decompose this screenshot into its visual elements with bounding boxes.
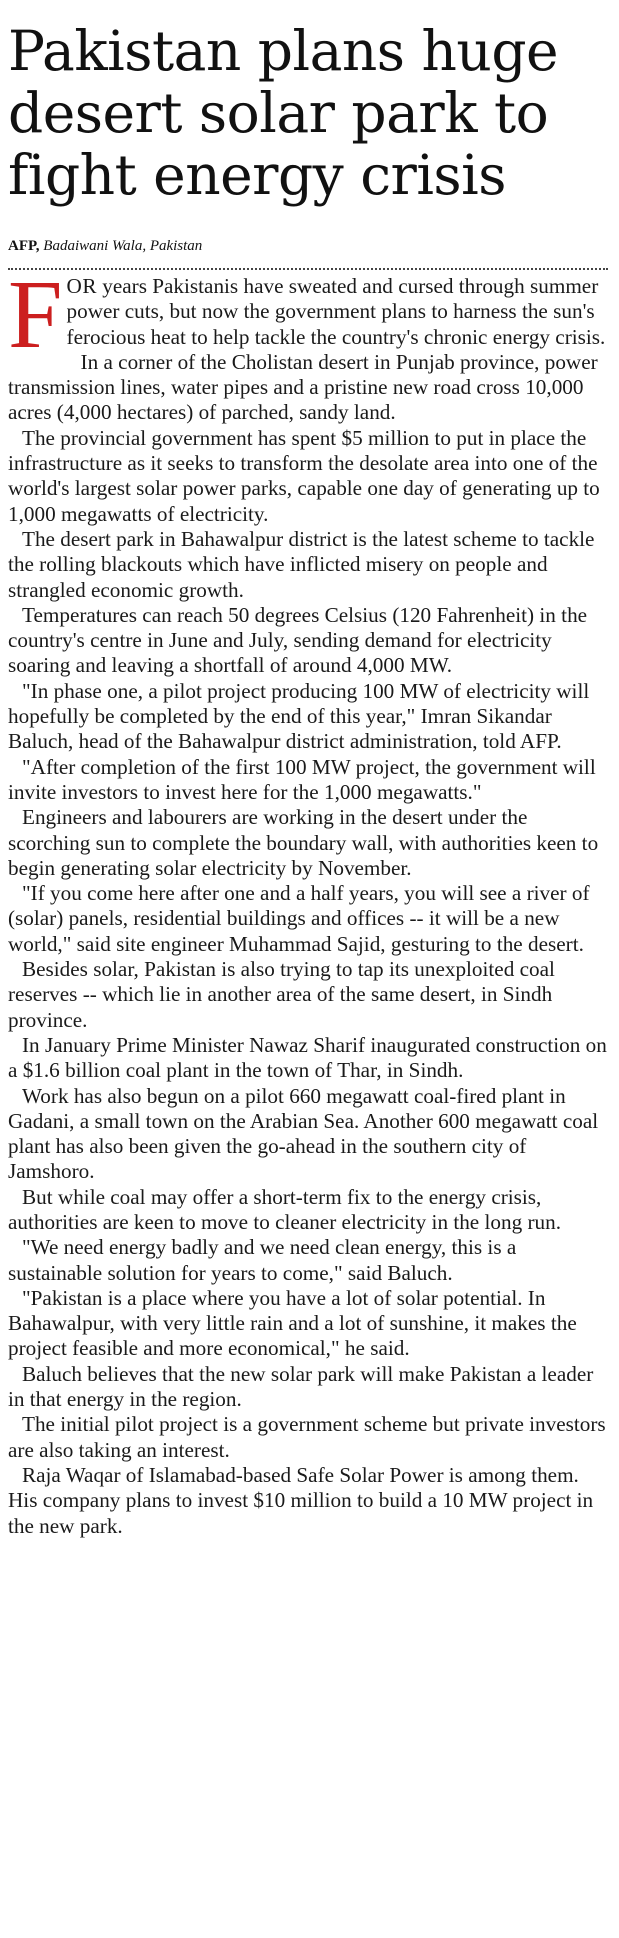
- paragraph: The provincial government has spent $5 million to put in place the infrastructure as it seeks to transform the desolate area into one of the world's largest solar power parks, capable one day of generating up to 1,000 megawatts of electricity.: [8, 425, 600, 526]
- paragraph: Besides solar, Pakistan is also trying to tap its unexploited coal reserves -- which lie in another area of the same desert, in Sindh province.: [8, 957, 555, 1032]
- lead-text: years Pakistanis have sweated and cursed through summer power cuts, but now the government plans to harness the sun's ferocious heat to help tackle the country's chronic energy crisis.: [66, 274, 606, 349]
- paragraph: Work has also begun on a pilot 660 megawatt coal-fired plant in Gadani, a small town on the Arabian Sea. Another 600 megawatt coal plant has also been given the go-ahead in the southern city of Jamshoro.: [8, 1083, 599, 1184]
- paragraph: Raja Waqar of Islamabad-based Safe Solar Power is among them. His company plans to invest $10 million to build a 10 MW project in the new park.: [8, 1462, 594, 1538]
- paragraph: But while coal may offer a short-term fix to the energy crisis, authorities are keen to move to cleaner electricity in the long run.: [8, 1184, 562, 1234]
- dotted-divider: [8, 268, 608, 270]
- paragraph: In January Prime Minister Nawaz Sharif inaugurated construction on a $1.6 billion coal plant in the town of Thar, in Sindh.: [8, 1032, 607, 1083]
- news-article: [8, 0, 608, 1539]
- paragraph: "If you come here after one and a half years, you will see a river of (solar) panels, residential buildings and offices -- it will be a new world," said site engineer Muhammad Sajid, gesturing to the desert.: [8, 881, 590, 956]
- paragraph: Temperatures can reach 50 degrees Celsius (120 Fahrenheit) in the country's centre in June and July, sending demand for electricity soaring and leaving a shortfall of around 4,000 MW.: [8, 602, 588, 678]
- byline-location: Badaiwani Wala, Pakistan: [43, 238, 203, 254]
- headline: Pakistan plans huge desert solar park to fight energy crisis: [8, 19, 559, 207]
- drop-cap: F: [8, 261, 63, 369]
- lead-paragraph: [8, 261, 608, 369]
- article-body: [8, 261, 608, 1539]
- paragraph: In a corner of the Cholistan desert in Punjab province, power transmission lines, water pipes and a pristine new road cross 10,000 acres (4,000 hectares) of parched, sandy land.: [8, 349, 598, 425]
- paragraph: The initial pilot project is a government scheme but private investors are also taking an interest.: [8, 1412, 606, 1462]
- byline: [8, 236, 608, 256]
- paragraph: "After completion of the first 100 MW project, the government will invite investors to invest here for the 1,000 megawatts.": [8, 754, 596, 804]
- paragraph: Baluch believes that the new solar park will make Pakistan a leader in that energy in the region.: [8, 1361, 594, 1412]
- paragraph: The desert park in Bahawalpur district is the latest scheme to tackle the rolling blackouts which have inflicted misery on people and strangled economic growth.: [8, 526, 595, 602]
- paragraph: "Pakistan is a place where you have a lot of solar potential. In Bahawalpur, with very little rain and a lot of sunshine, it makes the project feasible and more economical," he said.: [8, 1285, 577, 1361]
- lead-caps: OR: [66, 274, 97, 298]
- paragraph: "In phase one, a pilot project producing 100 MW of electricity will hopefully be completed by the end of this year," Imran Sikandar Baluch, head of the Bahawalpur district administration, told AFP.: [8, 678, 590, 754]
- paragraph: "We need energy badly and we need clean energy, this is a sustainable solution for years to come," said Baluch.: [8, 1235, 517, 1285]
- byline-agency: AFP,: [8, 238, 40, 254]
- paragraph: Engineers and labourers are working in the desert under the scorching sun to complete the boundary wall, with authorities keen to begin generating solar electricity by November.: [8, 805, 599, 880]
